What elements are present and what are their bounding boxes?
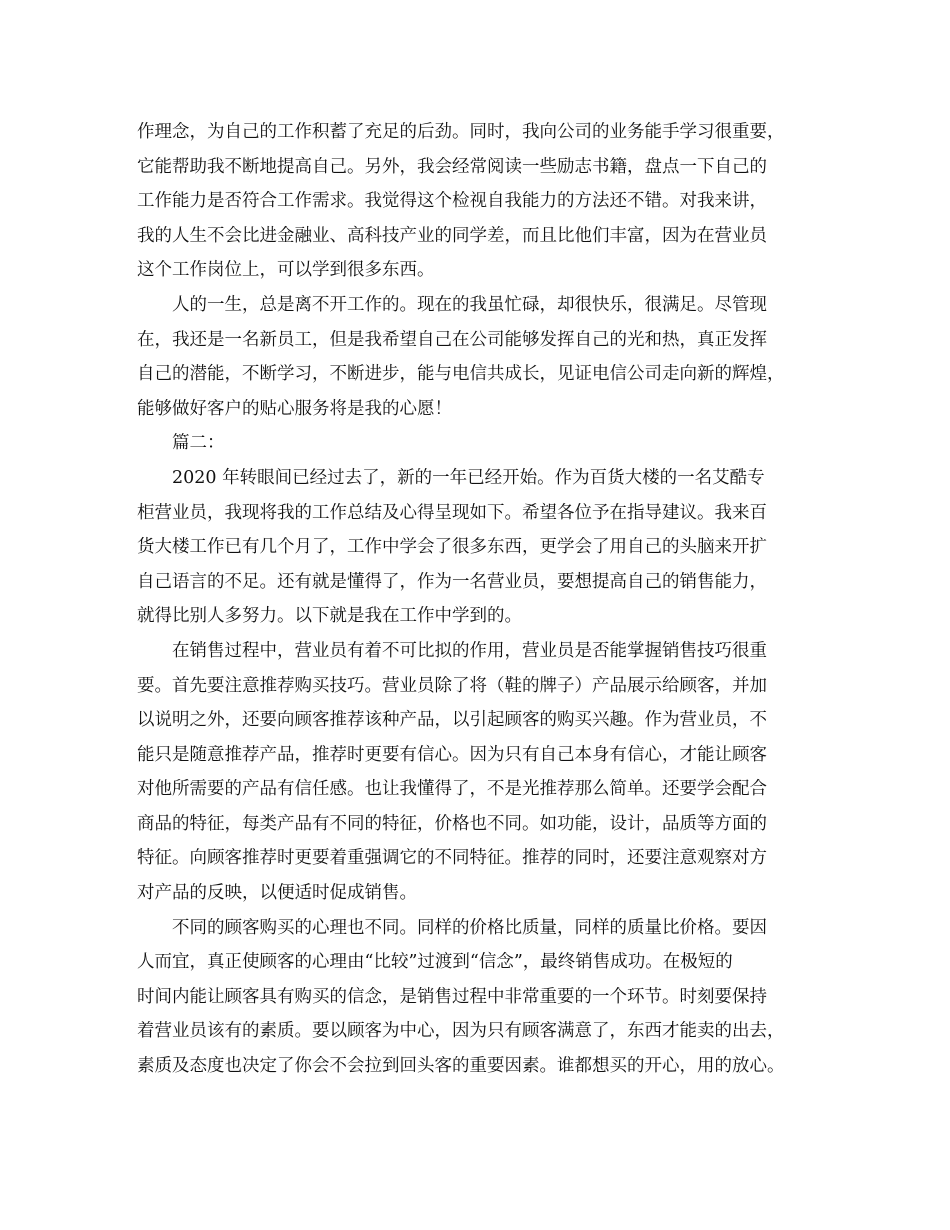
text-line: 我的人生不会比进金融业、高科技产业的同学差，而且比他们丰富，因为在营业员 [137,225,767,246]
text-line: 以说明之外，还要向顾客推荐该种产品，以引起顾客的购买兴趣。作为营业员，不 [137,710,767,731]
text-line: 商品的特征，每类产品有不同的特征，价格也不同。如功能，设计，品质等方面的 [137,813,767,834]
text-line: 它能帮助我不断地提高自己。另外，我会经常阅读一些励志书籍，盘点一下自己的 [137,156,767,177]
text-line: 就得比别人多努力。以下就是我在工作中学到的。 [137,606,522,627]
text-line: 特征。向顾客推荐时更要着重强调它的不同特征。推荐的同时，还要注意观察对方 [137,848,767,869]
text-line: 作理念，为自己的工作积蓄了充足的后劲。同时，我向公司的业务能手学习很重要， [137,122,785,142]
text-line: 能只是随意推荐产品，推荐时更要有信心。因为只有自己本身有信心，才能让顾客 [137,744,767,765]
text-line: 在销售过程中，营业员有着不可比拟的作用，营业员是否能掌握销售技巧很重 [172,640,767,661]
text-line: 在，我还是一名新员工，但是我希望自己在公司能够发挥自己的光和热，真正发挥 [137,329,767,350]
text-line: 人而宜，真正使顾客的心理由“比较”过渡到“信念”，最终销售成功。在极短的 [137,952,733,973]
text-line: 2020 年转眼间已经过去了，新的一年已经开始。作为百货大楼的一名艾酷专 [172,467,765,488]
text-line: 自己语言的不足。还有就是懂得了，作为一名营业员，要想提高自己的销售能力， [137,571,767,592]
text-line: 不同的顾客购买的心理也不同。同样的价格比质量，同样的质量比价格。要因 [172,917,767,938]
text-line: 工作能力是否符合工作需求。我觉得这个检视自我能力的方法还不错。对我来讲， [137,191,767,212]
paragraph-1 [137,115,825,288]
text-line: 货大楼工作已有几个月了，工作中学会了很多东西，更学会了用自己的头脑来开扩 [137,537,767,558]
text-line: 自己的潜能，不断学习，不断进步，能与电信共成长，见证电信公司走向新的辉煌， [137,364,785,385]
text-line: 柜营业员，我现将我的工作总结及心得呈现如下。希望各位予在指导建议。我来百 [137,502,767,523]
document-page [137,115,825,1084]
text-line: 人的一生，总是离不开工作的。现在的我虽忙碌，却很快乐，很满足。尽管现 [172,294,767,315]
text-line: 对产品的反映，以便适时促成销售。 [137,883,417,904]
text-line: 对他所需要的产品有信任感。也让我懂得了，不是光推荐那么简单。还要学会配合 [137,779,767,800]
paragraph-3 [137,461,825,634]
paragraph-2 [137,288,825,426]
paragraph-4 [137,634,825,911]
section-heading [137,426,825,461]
text-line: 素质及态度也决定了你会不会拉到回头客的重要因素。谁都想买的开心，用的放心。 [137,1056,785,1077]
text-line: 着营业员该有的素质。要以顾客为中心，因为只有顾客满意了，东西才能卖的出去， [137,1021,785,1042]
section-title: 篇二： [172,433,225,454]
text-line: 能够做好客户的贴心服务将是我的心愿！ [137,398,452,419]
paragraph-5 [137,911,825,1084]
text-line: 时间内能让顾客具有购买的信念，是销售过程中非常重要的一个环节。时刻要保持 [137,986,767,1007]
text-line: 要。首先要注意推荐购买技巧。营业员除了将（鞋的牌子）产品展示给顾客，并加 [137,675,767,696]
text-line: 这个工作岗位上，可以学到很多东西。 [137,260,435,281]
